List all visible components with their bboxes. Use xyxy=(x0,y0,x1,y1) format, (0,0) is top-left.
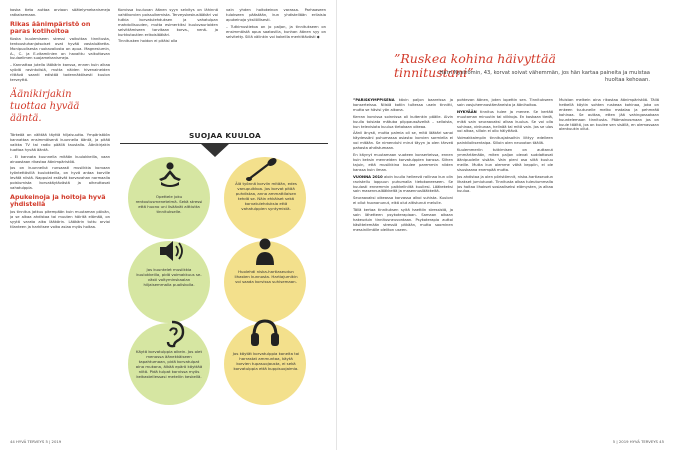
paragraph xyxy=(457,110,553,135)
lead-in: VUONNA 2010 xyxy=(353,174,383,179)
tip-text: Käytä korvatulppia aikein. Jos olet menossa äänekkäiseen tapahtumaan, pidä korvatulpat aina mukana, älkää epärö käyttää niitä. Pidä tulpat korvissa myös keikastellessasi meteliin keskellä. xyxy=(135,349,203,379)
paragraph xyxy=(353,175,453,195)
paragraph: pohtevan äänen, joten lopettin sen. Tinnitukseen sain vasjuhemnostämäneista ja äänihoitoa. xyxy=(457,98,553,107)
paragraph: Jos on kuunnellut runsaasti musiikkia korvaan työntettävillä kuulokkeilla, on hyvä antaa korville levätä niistä. Nappulat estävät korvavahan normaalia poistumista korvakäytävästä ja aiheuttavat vahatulppia. xyxy=(10,166,110,191)
paragraph: koska tieto auttaa arvioon säätelymekanismeja ratkaisemaan. xyxy=(10,8,110,17)
paragraph: Äänii änysti, mutta palmia oli se, mitä lääkäri sanoi käydessäni puhumassa asiasta: korvien sormiella ei voi mitään. Se nimenduhi mirut täyyn ja olen tärveä pahasta ahdistumaan. xyxy=(353,131,453,151)
article-subhead: Harri Nyströmin, 43, korvat soivat vähemmän, jos hän kartaa paineita ja muistaa huoltaa kehoaan. xyxy=(439,70,650,83)
pull-quote: Äänikirjakin tuottaa hyvää ääntä. xyxy=(10,88,80,124)
lead-in: NYKYÄÄN xyxy=(457,109,477,114)
paragraph: Kuulemmeriin tutkimisen on auttanut ymmärtämään, miten paljon olevat suddattavat äänipuolelle sisään. Vain pieni osa siitä kuuluu meille. Mutta kun olemme vähä keppiin, ei ole sisuskaana enempää mutta. xyxy=(457,148,553,172)
page-folio-right: 5 | 2019 HYVÄ TERVEYS 45 xyxy=(612,439,664,444)
paragraph-text: kävin paljon baareissa ja konserteissa. Niistä kotiin tultessa usein tinnitti, mutta se hävisi yön aikana. xyxy=(353,98,453,112)
cotton-swab-icon xyxy=(246,157,280,183)
right-column-1 xyxy=(353,98,453,328)
paragraph: – Kannattaa jutella lääkärin kanssa, ennen kuin alkaa syödä ravintolisiä, mutta näiden hivenaineiden riittävä saanti edistää todennäköisesti kuulon terveyttä. xyxy=(10,63,110,83)
photo-caption: Harri Nyströmin ääniharrastus on auttanut hänen kuulemaan kuuloansa ja pehmeä kohinaa rauhoittaa myös päivällä tinnitusta. xyxy=(612,392,667,421)
paragraph: Kerran korvissa soinnissa oli kuitenkin pääile. Alvin kuulla toisiata mätuba piippaussävelkä – sellaista, kun televisiota kuulua tietokaan oikeaa. xyxy=(353,114,453,129)
paragraph: Tärkeää on välttää täyttä hiljaisuutta. Ympäristöön kannattaa ensimmäisenä kuunnella ääntä, ja pitää vaikka TV tai radio päällä taustalla. Äänikirjakin tuottaa hyvää ääntä. xyxy=(10,132,110,152)
right-column-3 xyxy=(559,98,659,168)
paragraph: Jos tinnitus jatkuu pitempään kuin muutaman päivän, ja se alkaa ahdistaa tai muuten häiritä elämää, on syytä varata aika lääkärin. Lääkärin tuttu arvioi tilanteen ja harkitsee voiko asiaa myös hoitaa. xyxy=(10,209,110,229)
ear-icon xyxy=(159,320,185,348)
paragraph: Tinnitusken hoidon ei pitäisi olla xyxy=(118,39,178,44)
tip-text: Älä työnnä korviin mitään, edes vanupuikkoa. Jos korvat pitää puhdistaa, anna ammattilaisen tehdä se. Näin ehkäiset sekä korvatulehduksia että vahatulppien syntymistä. xyxy=(235,181,297,211)
paragraph: Seuraavaksi oikeassa korvassa alkoi suhista. Kuuloni ei ollut huononunut, eikä olut altistunut melulle. xyxy=(353,196,453,206)
paragraph: Korvissa kuuluvan äänen syyn selvitys on lähinnä vahtikorvien poissulkemista. Terveyskeskuslääkäri voi tutkia korvatulehduksen ja vahatulpan mahdollisuuden, mutta esimerkiksi kuulovaurioiden selvittämiseen tarvitaan korva-, nenä- ja kurkkutautien erikoislääkäri. xyxy=(118,8,218,37)
box-title: SUOJAA KUULOA xyxy=(188,131,262,140)
left-column-3 xyxy=(226,8,326,126)
paragraph: Koska kuulemiseen stressi vaikuttaa tinnitusta, tentoustuhanjatsoiset ovat hyvää vastaluäketta. Monipuolisesta ruokavaliosta on apua. Magnesiumin, A-, C- ja E-vitamiinien on havaittu vaikuttavan kuulaelimen suojamekanismeja. xyxy=(10,36,110,61)
right-column-2 xyxy=(457,98,553,334)
paragraph: Muistan melkein aina rikastaa äänimpäristöä. Tällä hetkellä käytin sohten ruskeaa kohinaa, joka on enkeen tuutunelle melko matalaa ja pehmeää kohinaa. Se auttaa, etten jää vahingossakaan kuuntelemaan tinnitusta. Päämainosmaan jos on kuule täältä, jos on kuulee sen sisällä, en olemassaan olenkuukin ollut. xyxy=(559,98,659,132)
paragraph: Tällä kertaa tinnituksen syitä haettiin stressistä, ja sain lähetteen psykoterapiaan. Samaan aikaan hakeuduin tinnitusneuvontaan. Psykoterapia auttoi käsittelemään stressiä pitkään, mutta soominen messinillmälle oleliton useen. xyxy=(353,208,453,232)
tip-text: Huolehdi niska-hartiaseudun lihasten kunnosta. Hartiajumikin voi saada korvissa suhisemaan. xyxy=(234,269,298,284)
article-headline: ”Ruskea kohina häivyttää tinnitustani” xyxy=(394,51,556,80)
paragraph-text: tinnitus tulee ja menee. Se kertää muutaman minuutin tai viikkoja. En koskaan tiedä, mikä sain seuraavaksi alkaa kuulua. Se voi olla suhinaa, vinkunaa, helinää tai mitä vain. Jos se ulos voi alkaa, silloin ei ollo hälyttävä. xyxy=(457,109,553,134)
paragraph xyxy=(353,98,453,113)
paragraph: Voimakkaimpiin tinnitusjaksoihin liittyy edelleen painkiloiksentaipa. Silloin olen neuvoton täällä. xyxy=(457,136,553,146)
paragraph: En käynyt muutamaan vuoteen konserteissa, ennen kuin keksin menneiden korvatulppien kanssa. Siihen tajuin, että musiikkina kuulee paremmin niiden kanssa kuin ilman. xyxy=(353,153,453,172)
paragraph-text: aloin kuulla helleevä rallinaa kun olin ravistellu loppuun puhumalla tietokoneeseen. Se kuulosti ennemmin paikkellniitä kuuliesi. Lääkekeksi sain masennuslääkkeitä ja masennuslääkkeitä. xyxy=(353,174,453,194)
headphones-icon xyxy=(249,318,281,348)
paragraph: – Ei kannata kuunnella mitään kuulokkeilla, vaan ainoastaan rikastaa äänimpäristöä. xyxy=(10,154,110,164)
paragraph: – Tutkimustietoa on jo paljon, ja tinnitukseen on ensimmäistä apua saatavilla, kunhan äänen syy on selvitetty. Sillä välinkin voi kokeilla merkittävästi ◆ xyxy=(226,24,326,39)
left-column-2 xyxy=(118,8,218,126)
person-neck-icon xyxy=(252,237,278,267)
paragraph: vain yhden hoitokeinon varassa. Parhaaseen tulokseen päästään, kun yhdistellään erilaisia apukeinoja yksilöllisesti. xyxy=(226,8,326,22)
tip-text: Jos käytät korvatulppia koneita tai harrastat ammuntaa, käytä korvien tupasuojausta, ei sekä korvatulppia että kuppisuojaimia. xyxy=(232,351,300,371)
subheading: Apukeinoja ja hoitoja hyvä yhdistellä xyxy=(10,192,106,208)
meditation-icon xyxy=(155,160,185,190)
tip-text: Jos kuuntelet musiikkia kuulokkeilla, pidä voimakkuus se-västi voltyminskaalan hiljaisemmalla puoliskolla. xyxy=(136,267,202,287)
page-folio-left: 44 HYVÄ TERVEYS 5 | 2019 xyxy=(10,439,62,444)
triangle-pointer xyxy=(200,143,230,157)
tip-text: Opettele joku rentoutusmenetelmä. Sekä stressi että huono uni lisäävät alttiutta tinnitukselle. xyxy=(135,194,203,214)
left-column-1 xyxy=(10,8,110,438)
speaker-icon xyxy=(158,238,186,264)
paragraph: Jos ahdistaa ja olen pöristömnit, niska-hartiaseudun lihakset jumiutuvat. Tinnitusta alkaa tuleutummalla jos hoitaa lihakset sosiaaliseksi elämysten, ja alkaa kuulua. xyxy=(457,174,553,194)
lead-in: ”PARISKYMPPISENÄ xyxy=(353,98,395,102)
subheading: Rikas äänimpäristö on paras kotihoitoa xyxy=(10,19,91,35)
